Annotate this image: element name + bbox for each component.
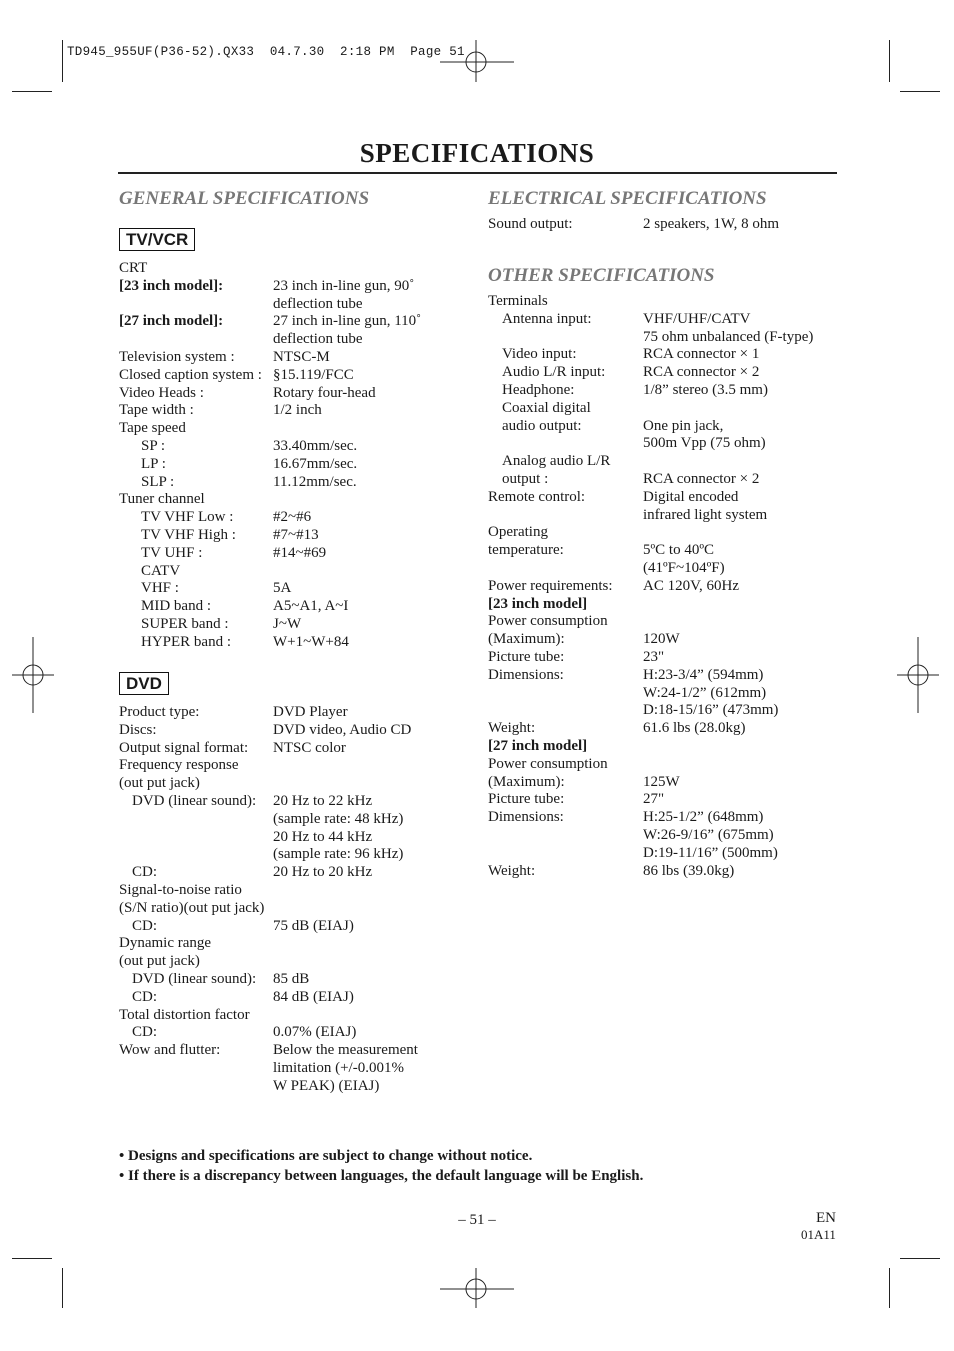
spec-value: Below the measurement	[273, 1042, 418, 1059]
spec-row	[119, 456, 459, 474]
spec-row	[488, 329, 848, 347]
spec-row	[488, 578, 848, 596]
spec-row	[119, 704, 459, 722]
page-title: SPECIFICATIONS	[359, 138, 595, 168]
spec-row	[488, 827, 848, 845]
spec-label: Television system :	[119, 349, 235, 365]
note-text: If there is a discrepancy between languages, the default language will be English.	[128, 1168, 644, 1184]
spec-label: Dimensions:	[488, 809, 564, 826]
spec-value: 1/2 inch	[273, 402, 322, 419]
spec-row	[488, 542, 848, 560]
spec-label: Sound output:	[488, 216, 573, 232]
spec-row	[488, 791, 848, 809]
spec-label: Product type:	[119, 704, 200, 720]
spec-label: Video Heads :	[119, 384, 204, 401]
spec-row	[119, 260, 459, 278]
spec-value: #2~#6	[273, 509, 312, 526]
spec-row	[119, 1042, 459, 1060]
spec-label: (Maximum):	[488, 631, 565, 648]
spec-row	[119, 367, 459, 385]
spec-value: (41ºF~104ºF)	[643, 560, 725, 576]
spec-row	[488, 863, 848, 881]
spec-label: Weight:	[488, 862, 536, 879]
spec-label: [23 inch model]	[488, 595, 588, 612]
spec-value: W+1~W+84	[273, 633, 349, 650]
spec-label: DVD (linear sound):	[132, 971, 257, 987]
spec-label: (S/N ratio)(out put jack)	[119, 899, 265, 916]
spec-label: Picture tube:	[488, 649, 565, 665]
spec-label: TV VHF Low :	[141, 509, 234, 526]
spec-row	[119, 775, 459, 793]
spec-value: deflection tube	[273, 331, 363, 348]
spec-row	[488, 738, 848, 756]
spec-value: DVD Player	[273, 704, 348, 720]
spec-row	[119, 829, 459, 847]
spec-value: J~W	[273, 616, 302, 632]
spec-label: Operating	[488, 524, 548, 541]
spec-value: 86 lbs (39.0kg)	[643, 862, 735, 879]
spec-value: RCA connector × 2	[643, 364, 760, 381]
spec-label: Video input:	[502, 346, 577, 363]
spec-label: Weight:	[488, 720, 536, 737]
spec-value: 0.07% (EIAJ)	[273, 1024, 357, 1041]
spec-label: DVD (linear sound):	[132, 793, 257, 809]
spec-value: infrared light system	[643, 506, 768, 523]
title-rule	[118, 172, 837, 174]
spec-label: Frequency response	[119, 757, 239, 774]
spec-row	[119, 1078, 459, 1096]
note-text: Designs and specifications are subject to change without notice.	[128, 1148, 533, 1164]
spec-label: Audio L/R input:	[502, 364, 606, 381]
spec-row	[488, 453, 848, 471]
spec-label: MID band :	[141, 598, 211, 615]
spec-value: 85 dB	[273, 971, 310, 987]
spec-row	[488, 400, 848, 418]
spec-row	[488, 667, 848, 685]
spec-value: W:26-9/16” (675mm)	[643, 827, 774, 843]
spec-row	[488, 756, 848, 774]
spec-row	[119, 598, 459, 616]
spec-row	[119, 900, 459, 918]
spec-row	[488, 702, 848, 720]
spec-label: CD:	[132, 1024, 158, 1041]
spec-row	[488, 489, 848, 507]
spec-row	[488, 631, 848, 649]
spec-value: (sample rate: 96 kHz)	[273, 846, 404, 863]
spec-label: Signal-to-noise ratio	[119, 882, 242, 898]
spec-value: 27 inch in-line gun, 110˚	[273, 313, 422, 330]
spec-label: Output signal format:	[119, 739, 249, 756]
spec-value: D:19-11/16” (500mm)	[643, 844, 778, 861]
spec-row	[119, 420, 459, 438]
spec-row	[119, 1007, 459, 1025]
spec-row	[488, 596, 848, 614]
spec-value: 1/8” stereo (3.5 mm)	[643, 382, 768, 398]
spec-label: Power consumption	[488, 755, 608, 772]
spec-row	[488, 720, 848, 738]
note-item: • If there is a discrepancy between languages, the default language will be English.	[119, 1168, 644, 1184]
spec-row	[488, 507, 848, 525]
spec-value: H:23-3/4” (594mm)	[643, 666, 764, 683]
document-code: 01A11	[801, 1227, 836, 1242]
spec-label: output :	[502, 471, 549, 487]
spec-label: Picture tube:	[488, 791, 565, 808]
spec-row	[119, 438, 459, 456]
spec-label: Tuner channel	[119, 491, 205, 508]
spec-row	[119, 757, 459, 775]
spec-row	[488, 845, 848, 863]
spec-value: 20 Hz to 20 kHz	[273, 864, 373, 881]
spec-label: SP :	[141, 438, 166, 454]
spec-value: NTSC-M	[273, 349, 330, 365]
spec-row	[119, 935, 459, 953]
spec-row	[119, 722, 459, 740]
spec-label: HYPER band :	[141, 633, 231, 650]
spec-label: temperature:	[488, 542, 564, 559]
spec-label: CRT	[119, 260, 148, 276]
spec-row	[119, 971, 459, 989]
spec-row	[119, 846, 459, 864]
spec-value: 27"	[643, 791, 665, 808]
language-code: EN	[816, 1210, 836, 1226]
spec-row	[488, 418, 848, 436]
page-number: – 51 –	[458, 1212, 496, 1228]
spec-label: CD:	[132, 864, 158, 881]
spec-row	[119, 864, 459, 882]
spec-value: W:24-1/2” (612mm)	[643, 684, 767, 701]
spec-row	[119, 331, 459, 349]
spec-label: [23 inch model]:	[119, 277, 224, 294]
spec-value: 16.67mm/sec.	[273, 455, 358, 472]
spec-label: VHF :	[141, 580, 179, 597]
spec-row	[119, 527, 459, 545]
spec-row	[119, 811, 459, 829]
spec-value: 20 Hz to 22 kHz	[273, 793, 373, 809]
spec-label: TV VHF High :	[141, 527, 236, 543]
spec-label: Power consumption	[488, 613, 608, 630]
spec-label: Antenna input:	[502, 310, 592, 327]
spec-value: §15.119/FCC	[273, 366, 354, 383]
spec-row	[119, 989, 459, 1007]
spec-label: [27 inch model]:	[119, 313, 224, 330]
spec-row	[488, 364, 848, 382]
spec-value: 23 inch in-line gun, 90˚	[273, 277, 415, 294]
spec-value: 120W	[643, 631, 680, 648]
spec-row	[488, 560, 848, 578]
spec-row	[488, 524, 848, 542]
spec-row	[119, 313, 459, 331]
spec-row	[119, 793, 459, 811]
spec-label: TV UHF :	[141, 544, 203, 561]
general-specs-heading: GENERAL SPECIFICATIONS	[119, 188, 370, 209]
tvvcr-badge: TV/VCR	[119, 228, 195, 251]
spec-value: 500m Vpp (75 ohm)	[643, 435, 766, 452]
spec-value: 23"	[643, 649, 665, 665]
spec-value: 84 dB (EIAJ)	[273, 988, 354, 1005]
spec-row	[488, 382, 848, 400]
spec-label: SLP :	[141, 473, 175, 490]
spec-value: (sample rate: 48 kHz)	[273, 810, 404, 827]
spec-label: Coaxial digital	[502, 399, 591, 416]
spec-row	[488, 216, 848, 234]
spec-label: (out put jack)	[119, 953, 200, 970]
spec-value: RCA connector × 2	[643, 471, 760, 487]
spec-label: (out put jack)	[119, 775, 200, 792]
spec-row	[119, 953, 459, 971]
spec-row	[119, 1024, 459, 1042]
spec-value: W PEAK) (EIAJ)	[273, 1077, 380, 1094]
spec-row	[488, 809, 848, 827]
spec-row	[119, 1060, 459, 1078]
spec-label: SUPER band :	[141, 616, 229, 632]
spec-row	[119, 580, 459, 598]
spec-label: Dynamic range	[119, 935, 212, 952]
spec-value: D:18-15/16” (473mm)	[643, 702, 779, 719]
spec-label: Closed caption system :	[119, 366, 262, 383]
spec-value: DVD video, Audio CD	[273, 721, 412, 738]
spec-value: A5~A1, A~I	[273, 598, 349, 615]
print-slug: TD945_955UF(P36-52).QX33 04.7.30 2:18 PM Page 51	[67, 45, 465, 59]
spec-label: [27 inch model]	[488, 738, 588, 754]
spec-value: 11.12mm/sec.	[273, 473, 357, 490]
spec-label: CD:	[132, 988, 158, 1005]
spec-row	[488, 649, 848, 667]
spec-label: Analog audio L/R	[502, 453, 611, 470]
dvd-badge: DVD	[119, 672, 169, 695]
spec-row	[119, 474, 459, 492]
spec-value: 20 Hz to 44 kHz	[273, 828, 373, 845]
spec-row	[488, 774, 848, 792]
spec-label: Tape width :	[119, 402, 194, 419]
spec-value: Rotary four-head	[273, 384, 376, 401]
spec-value: deflection tube	[273, 295, 363, 312]
spec-row	[488, 471, 848, 489]
spec-row	[119, 634, 459, 652]
spec-value: #14~#69	[273, 544, 327, 561]
spec-row	[119, 349, 459, 367]
spec-row	[119, 616, 459, 634]
spec-label: LP :	[141, 455, 166, 472]
spec-value: RCA connector × 1	[643, 346, 760, 363]
spec-label: audio output:	[502, 417, 582, 434]
spec-row	[119, 740, 459, 758]
spec-value: NTSC color	[273, 739, 346, 756]
spec-label: CD:	[132, 917, 158, 934]
spec-value: 33.40mm/sec.	[273, 438, 358, 454]
spec-label: Tape speed	[119, 420, 186, 437]
spec-value: Digital encoded	[643, 488, 739, 505]
spec-row	[119, 402, 459, 420]
spec-value: 5A	[273, 580, 292, 597]
spec-label: Power requirements:	[488, 577, 613, 594]
spec-label: Wow and flutter:	[119, 1042, 221, 1059]
spec-row	[488, 685, 848, 703]
spec-label: Total distortion factor	[119, 1006, 250, 1023]
spec-row	[119, 278, 459, 296]
spec-label: (Maximum):	[488, 773, 565, 790]
spec-row	[119, 296, 459, 314]
spec-value: H:25-1/2” (648mm)	[643, 809, 764, 826]
spec-row	[119, 545, 459, 563]
spec-row	[119, 491, 459, 509]
spec-value: VHF/UHF/CATV	[643, 310, 751, 327]
spec-value: 75 dB (EIAJ)	[273, 917, 354, 934]
spec-value: One pin jack,	[643, 417, 724, 434]
spec-value: 125W	[643, 773, 680, 790]
other-specs-heading: OTHER SPECIFICATIONS	[488, 265, 715, 286]
spec-label: Discs:	[119, 721, 157, 738]
spec-label: Remote control:	[488, 488, 586, 505]
spec-value: limitation (+/-0.001%	[273, 1060, 404, 1076]
spec-label: Headphone:	[502, 382, 575, 398]
spec-row	[119, 882, 459, 900]
spec-label: CATV	[141, 562, 181, 579]
spec-label: Dimensions:	[488, 666, 564, 683]
spec-label: Terminals	[488, 293, 548, 309]
spec-row	[488, 346, 848, 364]
note-item: • Designs and specifications are subject to change without notice.	[119, 1148, 533, 1164]
spec-value: 2 speakers, 1W, 8 ohm	[643, 216, 780, 232]
spec-row	[119, 563, 459, 581]
spec-value: AC 120V, 60Hz	[643, 577, 739, 594]
spec-row	[119, 385, 459, 403]
spec-value: 61.6 lbs (28.0kg)	[643, 720, 746, 737]
electrical-specs-heading: ELECTRICAL SPECIFICATIONS	[488, 188, 767, 209]
spec-value: 5ºC to 40ºC	[643, 542, 714, 559]
spec-row	[488, 293, 848, 311]
spec-value: #7~#13	[273, 527, 319, 543]
spec-row	[488, 311, 848, 329]
spec-row	[119, 509, 459, 527]
spec-value: 75 ohm unbalanced (F-type)	[643, 328, 814, 345]
spec-row	[488, 435, 848, 453]
spec-row	[119, 918, 459, 936]
spec-row	[488, 613, 848, 631]
